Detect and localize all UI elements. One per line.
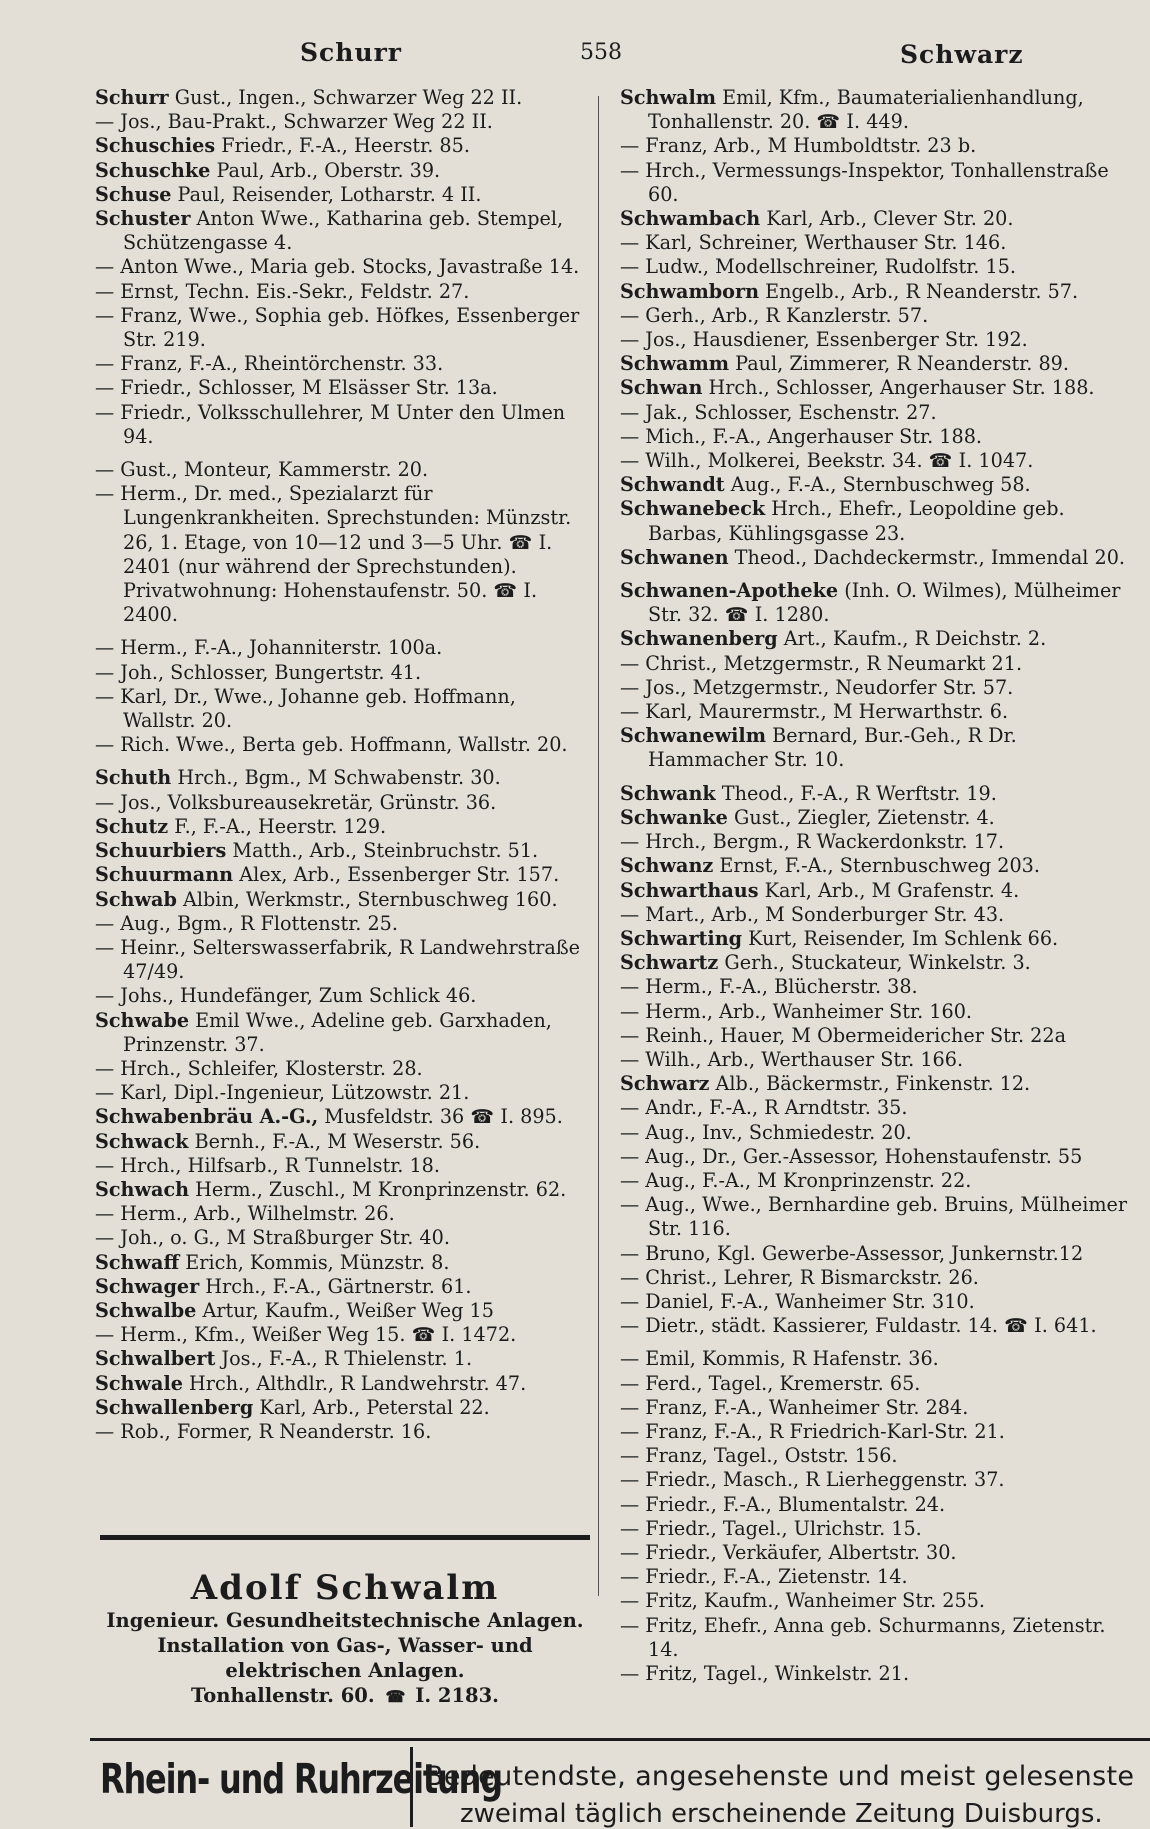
directory-entry bbox=[620, 425, 1130, 449]
entry-surname: Schwabe bbox=[95, 1008, 190, 1032]
entry-details: — Herm., F.-A., Blücherstr. 38. bbox=[620, 975, 918, 999]
directory-entry bbox=[95, 863, 590, 887]
entry-details: — Fritz, Tagel., Winkelstr. 21. bbox=[620, 1662, 910, 1685]
entry-details: — Andr., F.-A., R Arndtstr. 35. bbox=[620, 1096, 908, 1120]
directory-entry bbox=[95, 482, 590, 627]
entry-details: — Fritz, Ehefr., Anna geb. Schurmanns, Zietenstr. 14. bbox=[620, 1613, 1106, 1661]
entry-details: Musfeldstr. 36 ☎ I. 895. bbox=[318, 1105, 563, 1129]
directory-entry bbox=[620, 1048, 1130, 1072]
directory-entry bbox=[620, 231, 1130, 255]
directory-entry bbox=[95, 376, 590, 400]
directory-entry bbox=[95, 1347, 590, 1371]
ad-line-1: Ingenieur. Gesundheitstechnische Anlagen. bbox=[106, 1609, 584, 1632]
entry-details: — Ferd., Tagel., Kremerstr. 65. bbox=[620, 1371, 921, 1395]
directory-entry bbox=[620, 1242, 1130, 1266]
directory-entry bbox=[95, 183, 590, 207]
entry-details: — Wilh., Molkerei, Beekstr. 34. ☎ I. 1047. bbox=[620, 449, 1034, 473]
directory-entry bbox=[95, 458, 590, 482]
directory-entry bbox=[620, 652, 1130, 676]
directory-entry bbox=[620, 376, 1130, 400]
entry-surname: Schurr bbox=[95, 86, 169, 109]
directory-entry bbox=[620, 1096, 1130, 1120]
entry-surname: Schuschke bbox=[95, 158, 211, 182]
entry-surname: Schwandt bbox=[620, 473, 725, 497]
entry-details: — Bruno, Kgl. Gewerbe-Assessor, Junkernstr.12 bbox=[620, 1241, 1084, 1265]
directory-entry bbox=[620, 1266, 1130, 1290]
entry-details: — Jos., Volksbureausekretär, Grünstr. 36. bbox=[95, 790, 497, 814]
entry-surname: Schwalbe bbox=[95, 1298, 197, 1322]
entry-surname: Schwank bbox=[620, 781, 716, 805]
entry-surname: Schuurmann bbox=[95, 863, 234, 887]
directory-entry bbox=[95, 352, 590, 376]
directory-entry bbox=[620, 497, 1130, 545]
entry-surname: Schutz bbox=[95, 814, 169, 838]
entry-details: — Johs., Hundefänger, Zum Schlick 46. bbox=[95, 984, 477, 1008]
entry-details: Karl, Arb., M Grafenstr. 4. bbox=[758, 878, 1020, 902]
directory-entry bbox=[95, 207, 590, 255]
entry-surname: Schwalbert bbox=[95, 1347, 216, 1371]
entry-details: — Herm., F.-A., Johanniterstr. 100a. bbox=[95, 636, 443, 660]
entry-details: — Karl, Schreiner, Werthauser Str. 146. bbox=[620, 231, 1007, 255]
directory-entry bbox=[620, 1493, 1130, 1517]
directory-entry bbox=[620, 86, 1130, 134]
entry-surname: Schwanen bbox=[620, 545, 729, 569]
entry-details: — Emil, Kommis, R Hafenstr. 36. bbox=[620, 1347, 939, 1371]
entry-details: — Fritz, Kaufm., Wanheimer Str. 255. bbox=[620, 1589, 986, 1613]
entry-details: Alex, Arb., Essenberger Str. 157. bbox=[233, 863, 560, 887]
entry-surname: Schwamm bbox=[620, 352, 730, 376]
entry-details: — Jos., Metzgermstr., Neudorfer Str. 57. bbox=[620, 675, 1014, 699]
entry-details: — Herm., Arb., Wilhelmstr. 26. bbox=[95, 1202, 395, 1226]
entry-details: Albin, Werkmstr., Sternbuschweg 160. bbox=[176, 887, 558, 911]
entry-details: — Aug., Inv., Schmiedestr. 20. bbox=[620, 1120, 912, 1144]
directory-entry bbox=[95, 636, 590, 660]
entry-details: — Jak., Schlosser, Eschenstr. 27. bbox=[620, 400, 937, 424]
entry-details: — Jos., Hausdiener, Essenberger Str. 192. bbox=[620, 328, 1028, 352]
entry-surname: Schuth bbox=[95, 766, 172, 790]
directory-entry bbox=[620, 473, 1130, 497]
directory-entry bbox=[95, 766, 590, 790]
entry-surname: Schwanke bbox=[620, 805, 728, 829]
entry-details: Gerh., Stuckateur, Winkelstr. 3. bbox=[718, 951, 1031, 975]
entry-details: — Mart., Arb., M Sonderburger Str. 43. bbox=[620, 902, 1005, 926]
banner-divider bbox=[410, 1747, 413, 1827]
entry-surname: Schwambach bbox=[620, 207, 761, 231]
directory-entry bbox=[620, 1517, 1130, 1541]
entry-details: — Franz, F.-A., Rheintörchenstr. 33. bbox=[95, 352, 444, 376]
entry-details: — Herm., Arb., Wanheimer Str. 160. bbox=[620, 999, 973, 1023]
directory-entry bbox=[620, 579, 1130, 627]
entry-details: Karl, Arb., Peterstal 22. bbox=[253, 1395, 490, 1419]
directory-entry bbox=[620, 304, 1130, 328]
entry-details: Artur, Kaufm., Weißer Weg 15 bbox=[196, 1298, 494, 1322]
directory-entry bbox=[95, 1178, 590, 1202]
directory-entry bbox=[95, 1420, 590, 1444]
entry-details: Bernard, Bur.-Geh., R Dr. Hammacher Str. 10. bbox=[648, 724, 1017, 772]
directory-entry bbox=[95, 1251, 590, 1275]
directory-entry bbox=[95, 1154, 590, 1178]
entry-details: — Joh., Schlosser, Bungertstr. 41. bbox=[95, 660, 422, 684]
directory-entry bbox=[620, 724, 1130, 772]
directory-entry bbox=[95, 733, 590, 757]
directory-entry bbox=[620, 449, 1130, 473]
entry-details: Alb., Bäckermstr., Finkenstr. 12. bbox=[709, 1072, 1031, 1096]
entry-surname: Schwarz bbox=[620, 1072, 710, 1096]
directory-entry bbox=[620, 1372, 1130, 1396]
directory-entry bbox=[95, 1372, 590, 1396]
directory-entry bbox=[620, 782, 1130, 806]
entry-details: — Friedr., Schlosser, M Elsässer Str. 13a. bbox=[95, 376, 498, 400]
entry-surname: Schwarthaus bbox=[620, 878, 759, 902]
entry-details: Jos., F.-A., R Thielenstr. 1. bbox=[215, 1347, 473, 1371]
directory-entry bbox=[95, 791, 590, 815]
ad-contact bbox=[100, 1683, 590, 1709]
entry-details: Anton Wwe., Katharina geb. Stempel, Schützengasse 4. bbox=[123, 207, 564, 255]
directory-entry bbox=[620, 854, 1130, 878]
entry-details: Ernst, F.-A., Sternbuschweg 203. bbox=[713, 854, 1040, 878]
entry-surname: Schwanen-Apotheke bbox=[620, 579, 839, 603]
directory-entry bbox=[620, 830, 1130, 854]
entry-details: — Franz, Arb., M Humboldtstr. 23 b. bbox=[620, 134, 977, 158]
entry-details: Hrch., Ehefr., Leopoldine geb. Barbas, Kühlingsgasse 23. bbox=[648, 497, 1065, 545]
directory-entry bbox=[95, 984, 590, 1008]
directory-entry bbox=[95, 936, 590, 984]
directory-entry bbox=[95, 1202, 590, 1226]
directory-entry bbox=[620, 352, 1130, 376]
entry-details: — Rich. Wwe., Berta geb. Hoffmann, Wallstr. 20. bbox=[95, 733, 568, 757]
directory-entry bbox=[620, 951, 1130, 975]
entry-details: — Aug., F.-A., M Kronprinzenstr. 22. bbox=[620, 1168, 972, 1192]
directory-entry bbox=[620, 1565, 1130, 1589]
directory-entry bbox=[95, 134, 590, 158]
directory-entry bbox=[95, 159, 590, 183]
entry-surname: Schwach bbox=[95, 1177, 190, 1201]
entry-details: — Gerh., Arb., R Kanzlerstr. 57. bbox=[620, 303, 929, 327]
entry-details: Hrch., Bgm., M Schwabenstr. 30. bbox=[171, 766, 501, 790]
entry-details: — Ernst, Techn. Eis.-Sekr., Feldstr. 27. bbox=[95, 279, 470, 303]
entry-surname: Schuschies bbox=[95, 134, 216, 158]
entry-surname: Schwalm bbox=[620, 86, 717, 109]
directory-entry bbox=[620, 1024, 1130, 1048]
directory-entry bbox=[95, 86, 590, 110]
directory-entry bbox=[95, 401, 590, 449]
entry-details: — Friedr., Tagel., Ulrichstr. 15. bbox=[620, 1516, 922, 1540]
entry-details: — Hrch., Hilfsarb., R Tunnelstr. 18. bbox=[95, 1153, 440, 1177]
entry-details: Paul, Reisender, Lotharstr. 4 II. bbox=[171, 182, 482, 206]
entry-details: — Daniel, F.-A., Wanheimer Str. 310. bbox=[620, 1289, 975, 1313]
entry-surname: Schuster bbox=[95, 207, 191, 231]
entry-surname: Schwager bbox=[95, 1274, 200, 1298]
entry-details: — Friedr., F.-A., Blumentalstr. 24. bbox=[620, 1492, 946, 1516]
entry-details: — Aug., Bgm., R Flottenstr. 25. bbox=[95, 911, 398, 935]
directory-entry bbox=[95, 661, 590, 685]
entry-details: — Heinr., Selterswasserfabrik, R Landwehrstraße 47/49. bbox=[95, 935, 581, 984]
right-column bbox=[620, 86, 1130, 1686]
entry-details: — Dietr., städt. Kassierer, Fuldastr. 14. ☎ I. 641. bbox=[620, 1314, 1097, 1338]
entry-details: — Friedr., Verkäufer, Albertstr. 30. bbox=[620, 1540, 957, 1564]
entry-details: — Hrch., Vermessungs-Inspektor, Tonhallenstraße 60. bbox=[620, 158, 1109, 206]
directory-entry bbox=[620, 255, 1130, 279]
entry-details: Matth., Arb., Steinbruchstr. 51. bbox=[226, 839, 539, 863]
entry-details: — Christ., Lehrer, R Bismarckstr. 26. bbox=[620, 1265, 979, 1289]
ad-line-2: Installation von Gas-, Wasser- und elektrischen Anlagen. bbox=[157, 1634, 533, 1682]
directory-entry bbox=[95, 1130, 590, 1154]
ad-title: Adolf Schwalm bbox=[190, 1568, 500, 1608]
entry-details: — Ludw., Modellschreiner, Rudolfstr. 15. bbox=[620, 255, 1017, 279]
entry-surname: Schwab bbox=[95, 887, 177, 911]
entry-details: Aug., F.-A., Sternbuschweg 58. bbox=[724, 473, 1031, 497]
entry-details: Paul, Zimmerer, R Neanderstr. 89. bbox=[729, 352, 1069, 376]
directory-entry bbox=[95, 255, 590, 279]
directory-entry bbox=[95, 839, 590, 863]
directory-entry bbox=[95, 1323, 590, 1347]
directory-entry bbox=[620, 1193, 1130, 1241]
entry-details: — Karl, Dr., Wwe., Johanne geb. Hoffmann, Wallstr. 20. bbox=[95, 684, 516, 733]
entry-details: Art., Kaufm., R Deichstr. 2. bbox=[777, 627, 1047, 651]
entry-details: — Hrch., Bergm., R Wackerdonkstr. 17. bbox=[620, 830, 1005, 854]
entry-surname: Schwanenberg bbox=[620, 627, 778, 651]
entry-details: — Christ., Metzgermstr., R Neumarkt 21. bbox=[620, 651, 1023, 675]
directory-entry bbox=[95, 1105, 590, 1129]
entry-details: Paul, Arb., Oberstr. 39. bbox=[210, 158, 441, 182]
directory-entry bbox=[620, 927, 1130, 951]
entry-details: — Aug., Wwe., Bernhardine geb. Bruins, Mülheimer Str. 116. bbox=[620, 1193, 1128, 1241]
directory-entry bbox=[620, 546, 1130, 570]
directory-entry bbox=[620, 401, 1130, 425]
directory-entry bbox=[95, 1009, 590, 1057]
entry-details: (Inh. O. Wilmes), Mülheimer Str. 32. ☎ I. 1280. bbox=[648, 579, 1121, 627]
page-number: 558 bbox=[580, 40, 622, 65]
entry-surname: Schwaff bbox=[95, 1250, 180, 1274]
entry-details: — Gust., Monteur, Kammerstr. 20. bbox=[95, 458, 429, 482]
directory-entry bbox=[620, 1444, 1130, 1468]
directory-entry bbox=[95, 685, 590, 733]
directory-entry bbox=[620, 1072, 1130, 1096]
entry-surname: Schwanz bbox=[620, 854, 714, 878]
entry-details: Theod., F.-A., R Werftstr. 19. bbox=[715, 781, 997, 805]
entry-details: — Herm., Kfm., Weißer Weg 15. ☎ I. 1472. bbox=[95, 1323, 517, 1347]
entry-surname: Schwarting bbox=[620, 926, 743, 950]
entry-details: — Franz, Tagel., Oststr. 156. bbox=[620, 1444, 898, 1468]
entry-surname: Schuurbiers bbox=[95, 839, 227, 863]
directory-entry bbox=[620, 134, 1130, 158]
entry-details: — Franz, Wwe., Sophia geb. Höfkes, Essenberger Str. 219. bbox=[95, 303, 580, 352]
directory-entry bbox=[620, 280, 1130, 304]
entry-details: Herm., Zuschl., M Kronprinzenstr. 62. bbox=[189, 1177, 567, 1201]
directory-entry bbox=[620, 1145, 1130, 1169]
entry-details: Gust., Ingen., Schwarzer Weg 22 II. bbox=[168, 86, 523, 109]
directory-entry bbox=[620, 207, 1130, 231]
directory-entry bbox=[620, 328, 1130, 352]
entry-details: — Friedr., Masch., R Lierheggenstr. 37. bbox=[620, 1468, 1005, 1492]
entry-details: — Friedr., Volksschullehrer, M Unter den Ulmen 94. bbox=[95, 400, 566, 448]
entry-details: Bernh., F.-A., M Weserstr. 56. bbox=[188, 1129, 481, 1153]
running-head-left: Schurr bbox=[300, 38, 402, 67]
ad-phone: I. 2183. bbox=[415, 1684, 499, 1707]
entry-surname: Schuse bbox=[95, 182, 172, 206]
entry-details: F., F.-A., Heerstr. 129. bbox=[168, 814, 387, 838]
directory-entry bbox=[620, 1290, 1130, 1314]
entry-details: Gust., Ziegler, Zietenstr. 4. bbox=[727, 805, 995, 829]
entry-details: Hrch., Althdlr., R Landwehrstr. 47. bbox=[182, 1371, 527, 1395]
directory-entry bbox=[95, 110, 590, 134]
entry-details: Hrch., Schlosser, Angerhauser Str. 188. bbox=[702, 376, 1095, 400]
advertisement-box bbox=[100, 1535, 590, 1710]
page-header bbox=[60, 38, 1120, 78]
entry-details: — Franz, F.-A., Wanheimer Str. 284. bbox=[620, 1395, 969, 1419]
directory-entry bbox=[620, 879, 1130, 903]
banner-newspaper-name: Rhein- und Ruhrzeitung bbox=[100, 1755, 502, 1803]
directory-entry bbox=[620, 903, 1130, 927]
entry-details: — Aug., Dr., Ger.-Assessor, Hohenstaufenstr. 55 bbox=[620, 1144, 1083, 1168]
entry-surname: Schwanebeck bbox=[620, 497, 766, 521]
entry-surname: Schwack bbox=[95, 1129, 189, 1153]
directory-entry bbox=[620, 1541, 1130, 1565]
running-head-right: Schwarz bbox=[900, 40, 1024, 69]
entry-details: Engelb., Arb., R Neanderstr. 57. bbox=[759, 279, 1079, 303]
entry-details: — Wilh., Arb., Werthauser Str. 166. bbox=[620, 1047, 964, 1071]
directory-entry bbox=[620, 1589, 1130, 1613]
directory-entry bbox=[95, 304, 590, 352]
directory-entry bbox=[620, 676, 1130, 700]
directory-entry bbox=[95, 1057, 590, 1081]
entry-surname: Schwanewilm bbox=[620, 724, 766, 748]
entry-surname: Schwabenbräu A.-G., bbox=[95, 1105, 319, 1129]
entry-details: Erich, Kommis, Münzstr. 8. bbox=[179, 1250, 450, 1274]
entry-details: — Anton Wwe., Maria geb. Stocks, Javastraße 14. bbox=[95, 255, 580, 279]
directory-entry bbox=[620, 1614, 1130, 1662]
entry-details: Theod., Dachdeckermstr., Immendal 20. bbox=[728, 545, 1126, 569]
entry-details: — Hrch., Schleifer, Klosterstr. 28. bbox=[95, 1056, 423, 1080]
directory-entry bbox=[95, 888, 590, 912]
entry-surname: Schwallenberg bbox=[95, 1395, 254, 1419]
entry-surname: Schwale bbox=[95, 1371, 183, 1395]
entry-surname: Schwan bbox=[620, 376, 703, 400]
directory-entry bbox=[95, 815, 590, 839]
directory-entry bbox=[620, 975, 1130, 999]
banner-slogan-2: zweimal täglich erscheinende Zeitung Duisburgs. bbox=[460, 1799, 1103, 1829]
entry-details: — Reinh., Hauer, M Obermeidericher Str. 22a bbox=[620, 1023, 1067, 1047]
banner-slogan: Bedeutendste, angesehenste und meist gelesenste bbox=[425, 1761, 1135, 1792]
telephone-icon: ☎ bbox=[385, 1687, 405, 1706]
entry-details: — Jos., Bau-Prakt., Schwarzer Weg 22 II. bbox=[95, 110, 493, 134]
newspaper-banner bbox=[90, 1738, 1150, 1829]
entry-details: — Karl, Dipl.-Ingenieur, Lützowstr. 21. bbox=[95, 1081, 470, 1105]
directory-entry bbox=[620, 806, 1130, 830]
directory-entry bbox=[620, 1121, 1130, 1145]
directory-entry bbox=[95, 1275, 590, 1299]
directory-entry bbox=[620, 1396, 1130, 1420]
entry-details: Karl, Arb., Clever Str. 20. bbox=[760, 207, 1014, 231]
directory-entry bbox=[620, 700, 1130, 724]
entry-details: Friedr., F.-A., Heerstr. 85. bbox=[215, 134, 470, 158]
entry-details: — Joh., o. G., M Straßburger Str. 40. bbox=[95, 1226, 450, 1250]
entry-details: — Mich., F.-A., Angerhauser Str. 188. bbox=[620, 424, 983, 448]
directory-entry bbox=[620, 1420, 1130, 1444]
directory-entry bbox=[620, 1468, 1130, 1492]
directory-entry bbox=[95, 1299, 590, 1323]
ad-address: Tonhallenstr. 60. bbox=[191, 1684, 375, 1707]
entry-details: Hrch., F.-A., Gärtnerstr. 61. bbox=[199, 1274, 472, 1298]
directory-entry bbox=[620, 159, 1130, 207]
entry-details: Emil, Kfm., Baumaterialienhandlung, Tonhallenstr. 20. ☎ I. 449. bbox=[648, 86, 1084, 134]
directory-entry bbox=[95, 1396, 590, 1420]
entry-details: — Franz, F.-A., R Friedrich-Karl-Str. 21. bbox=[620, 1419, 1005, 1443]
directory-entry bbox=[620, 1662, 1130, 1686]
directory-entry bbox=[95, 280, 590, 304]
entry-details: Emil Wwe., Adeline geb. Garxhaden, Prinzenstr. 37. bbox=[123, 1008, 552, 1056]
left-column bbox=[95, 86, 590, 1444]
directory-entry bbox=[620, 1169, 1130, 1193]
directory-entry bbox=[620, 1000, 1130, 1024]
entry-surname: Schwartz bbox=[620, 951, 719, 975]
entry-details: — Herm., Dr. med., Spezialarzt für Lungenkrankheiten. Sprechstunden: Münzstr. 26, 1. Etage, von 10—12 und 3—5 Uhr. ☎ I. 2401 (nur während der Sprechstunden). Privatwohnung: Hohenstaufenstr. 50. ☎ I. 2400. bbox=[95, 482, 572, 627]
directory-entry bbox=[620, 1347, 1130, 1371]
entry-surname: Schwamborn bbox=[620, 279, 760, 303]
entry-details: — Rob., Former, R Neanderstr. 16. bbox=[95, 1419, 432, 1443]
entry-details: — Karl, Maurermstr., M Herwarthstr. 6. bbox=[620, 700, 1009, 724]
column-divider bbox=[598, 96, 599, 1596]
directory-entry bbox=[95, 1081, 590, 1105]
directory-entry bbox=[95, 1226, 590, 1250]
directory-entry bbox=[95, 912, 590, 936]
directory-entry bbox=[620, 1314, 1130, 1338]
entry-details: — Friedr., F.-A., Zietenstr. 14. bbox=[620, 1565, 908, 1589]
entry-details: Kurt, Reisender, Im Schlenk 66. bbox=[742, 926, 1059, 950]
directory-entry bbox=[620, 627, 1130, 651]
